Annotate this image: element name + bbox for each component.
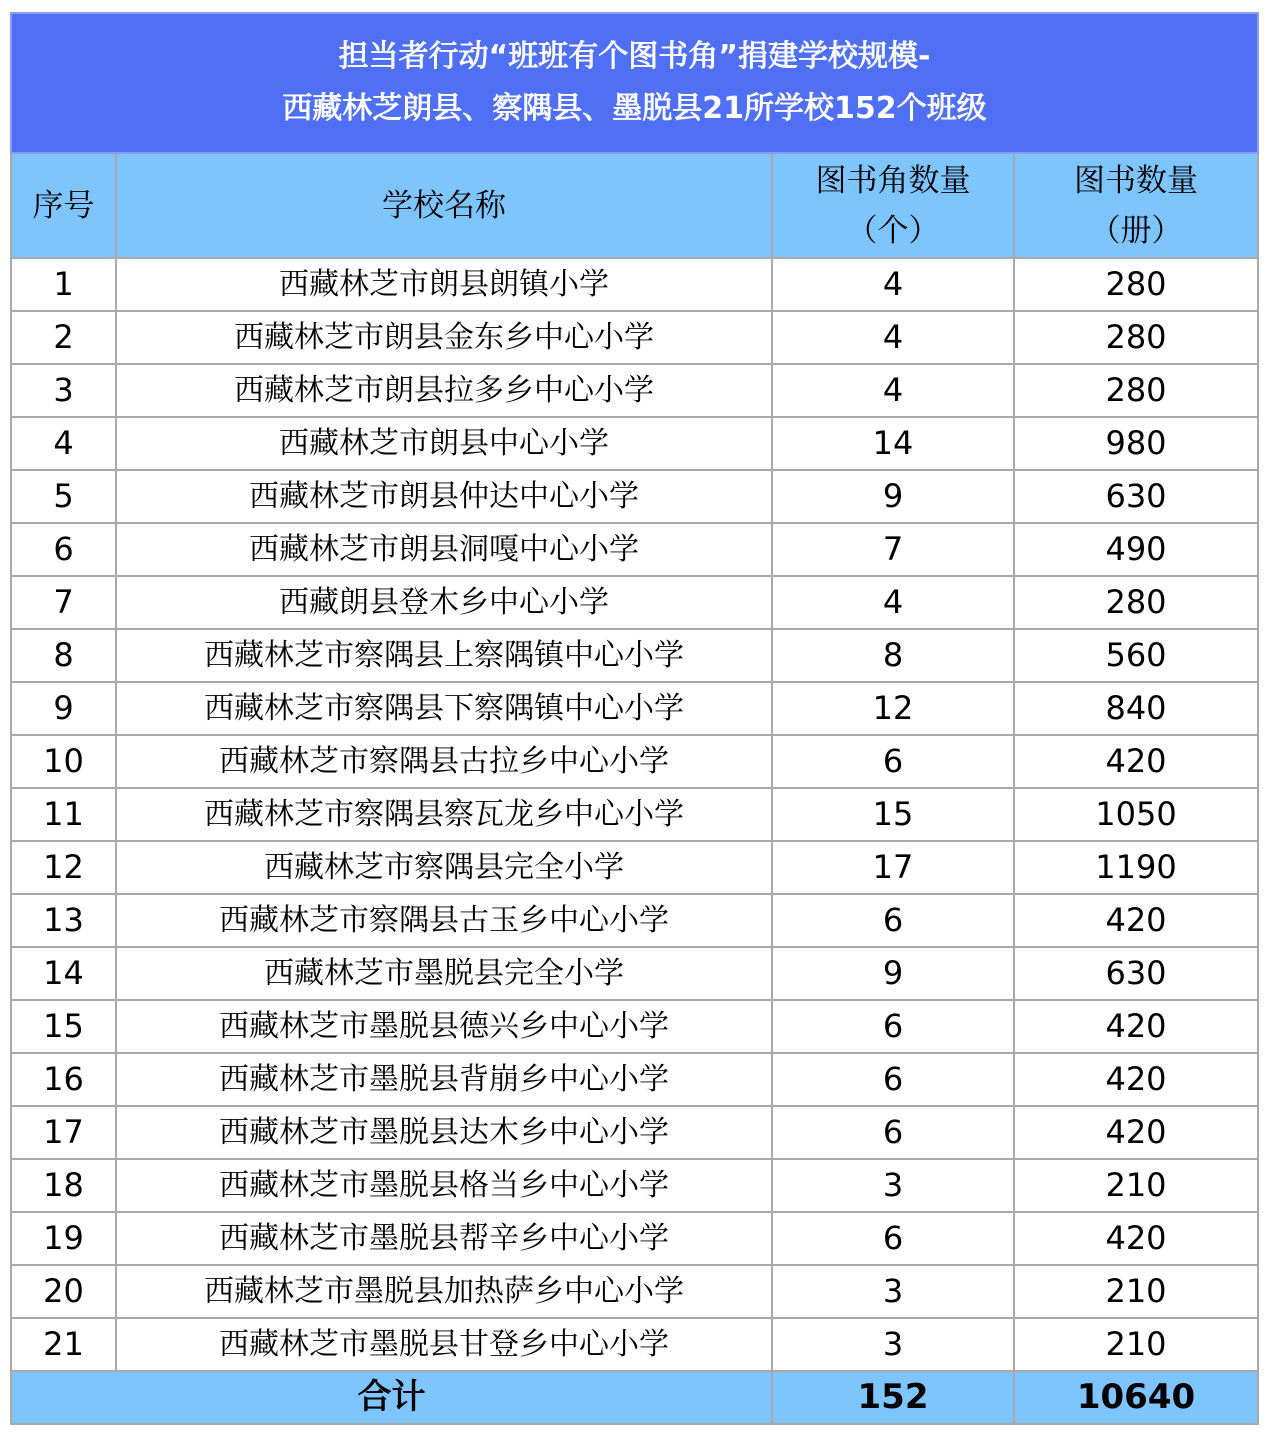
row-school-name: 西藏林芝市朗县拉多乡中心小学 [116, 364, 772, 417]
row-index: 15 [11, 1000, 116, 1053]
row-corners-count: 6 [772, 1106, 1014, 1159]
row-corners-count: 3 [772, 1159, 1014, 1212]
row-books-count: 210 [1014, 1318, 1258, 1371]
row-school-name: 西藏林芝市墨脱县德兴乡中心小学 [116, 1000, 772, 1053]
row-index: 7 [11, 576, 116, 629]
row-index: 12 [11, 841, 116, 894]
row-school-name: 西藏林芝市察隅县察瓦龙乡中心小学 [116, 788, 772, 841]
row-books-count: 490 [1014, 523, 1258, 576]
row-index: 11 [11, 788, 116, 841]
table-row [11, 1000, 1258, 1053]
title-row [11, 13, 1258, 153]
row-corners-count: 4 [772, 311, 1014, 364]
table-row [11, 894, 1258, 947]
row-school-name: 西藏林芝市朗县仲达中心小学 [116, 470, 772, 523]
row-books-count: 1050 [1014, 788, 1258, 841]
row-school-name: 西藏林芝市墨脱县完全小学 [116, 947, 772, 1000]
schools-table-wrapper [10, 12, 1257, 1425]
row-school-name: 西藏林芝市墨脱县加热萨乡中心小学 [116, 1265, 772, 1318]
row-books-count: 420 [1014, 1000, 1258, 1053]
total-corners: 152 [772, 1371, 1014, 1424]
row-books-count: 420 [1014, 1053, 1258, 1106]
row-books-count: 210 [1014, 1159, 1258, 1212]
table-row [11, 629, 1258, 682]
header-row [11, 153, 1258, 258]
row-school-name: 西藏林芝市墨脱县帮辛乡中心小学 [116, 1212, 772, 1265]
title-line-1: 担当者行动“班班有个图书角”捐建学校规模- [338, 39, 931, 74]
header-books-line-1: 图书数量 [1074, 162, 1198, 199]
row-corners-count: 6 [772, 1212, 1014, 1265]
row-index: 4 [11, 417, 116, 470]
table-row [11, 735, 1258, 788]
row-index: 10 [11, 735, 116, 788]
row-school-name: 西藏林芝市察隅县完全小学 [116, 841, 772, 894]
table-row [11, 1318, 1258, 1371]
row-books-count: 420 [1014, 1212, 1258, 1265]
row-index: 13 [11, 894, 116, 947]
row-books-count: 420 [1014, 1106, 1258, 1159]
header-corners-line-1: 图书角数量 [815, 162, 971, 199]
total-row [11, 1371, 1258, 1424]
row-index: 19 [11, 1212, 116, 1265]
row-index: 21 [11, 1318, 116, 1371]
row-books-count: 630 [1014, 470, 1258, 523]
header-corners-line-2: （个） [846, 212, 940, 249]
row-index: 17 [11, 1106, 116, 1159]
row-index: 8 [11, 629, 116, 682]
table-row [11, 682, 1258, 735]
row-school-name: 西藏林芝市察隅县上察隅镇中心小学 [116, 629, 772, 682]
row-index: 6 [11, 523, 116, 576]
row-school-name: 西藏林芝市墨脱县背崩乡中心小学 [116, 1053, 772, 1106]
row-school-name: 西藏林芝市朗县金东乡中心小学 [116, 311, 772, 364]
schools-table [10, 12, 1259, 1425]
row-index: 16 [11, 1053, 116, 1106]
row-school-name: 西藏朗县登木乡中心小学 [116, 576, 772, 629]
row-school-name: 西藏林芝市朗县朗镇小学 [116, 258, 772, 311]
row-corners-count: 6 [772, 1000, 1014, 1053]
row-corners-count: 12 [772, 682, 1014, 735]
row-index: 2 [11, 311, 116, 364]
row-books-count: 280 [1014, 576, 1258, 629]
row-corners-count: 15 [772, 788, 1014, 841]
row-corners-count: 7 [772, 523, 1014, 576]
row-school-name: 西藏林芝市朗县洞嘎中心小学 [116, 523, 772, 576]
row-corners-count: 3 [772, 1318, 1014, 1371]
row-corners-count: 6 [772, 894, 1014, 947]
table-row [11, 947, 1258, 1000]
row-books-count: 420 [1014, 735, 1258, 788]
table-title [11, 13, 1258, 153]
row-corners-count: 6 [772, 735, 1014, 788]
header-books-line-2: （册） [1089, 212, 1183, 249]
row-school-name: 西藏林芝市察隅县下察隅镇中心小学 [116, 682, 772, 735]
row-books-count: 840 [1014, 682, 1258, 735]
row-corners-count: 9 [772, 470, 1014, 523]
row-books-count: 1190 [1014, 841, 1258, 894]
row-books-count: 560 [1014, 629, 1258, 682]
row-books-count: 210 [1014, 1265, 1258, 1318]
row-school-name: 西藏林芝市朗县中心小学 [116, 417, 772, 470]
table-row [11, 1106, 1258, 1159]
row-books-count: 280 [1014, 364, 1258, 417]
row-books-count: 980 [1014, 417, 1258, 470]
row-index: 1 [11, 258, 116, 311]
header-books [1014, 153, 1258, 258]
title-line-2: 西藏林芝朗县、察隅县、墨脱县21所学校152个班级 [282, 91, 987, 126]
row-corners-count: 4 [772, 258, 1014, 311]
table-row [11, 417, 1258, 470]
row-index: 5 [11, 470, 116, 523]
row-corners-count: 8 [772, 629, 1014, 682]
table-row [11, 1265, 1258, 1318]
row-school-name: 西藏林芝市墨脱县格当乡中心小学 [116, 1159, 772, 1212]
row-corners-count: 3 [772, 1265, 1014, 1318]
row-corners-count: 17 [772, 841, 1014, 894]
row-index: 3 [11, 364, 116, 417]
table-row [11, 364, 1258, 417]
header-index: 序号 [11, 153, 116, 258]
table-row [11, 470, 1258, 523]
total-label: 合计 [11, 1371, 772, 1424]
row-index: 14 [11, 947, 116, 1000]
table-row [11, 788, 1258, 841]
row-corners-count: 4 [772, 364, 1014, 417]
table-row [11, 1053, 1258, 1106]
row-books-count: 630 [1014, 947, 1258, 1000]
row-books-count: 280 [1014, 258, 1258, 311]
row-school-name: 西藏林芝市察隅县古拉乡中心小学 [116, 735, 772, 788]
row-school-name: 西藏林芝市墨脱县甘登乡中心小学 [116, 1318, 772, 1371]
row-corners-count: 6 [772, 1053, 1014, 1106]
header-corners [772, 153, 1014, 258]
row-school-name: 西藏林芝市察隅县古玉乡中心小学 [116, 894, 772, 947]
table-row [11, 258, 1258, 311]
row-index: 18 [11, 1159, 116, 1212]
table-row [11, 841, 1258, 894]
row-school-name: 西藏林芝市墨脱县达木乡中心小学 [116, 1106, 772, 1159]
table-row [11, 576, 1258, 629]
table-row [11, 311, 1258, 364]
row-corners-count: 4 [772, 576, 1014, 629]
table-row [11, 523, 1258, 576]
total-books: 10640 [1014, 1371, 1258, 1424]
row-index: 20 [11, 1265, 116, 1318]
row-corners-count: 14 [772, 417, 1014, 470]
header-school: 学校名称 [116, 153, 772, 258]
table-row [11, 1159, 1258, 1212]
table-row [11, 1212, 1258, 1265]
row-index: 9 [11, 682, 116, 735]
row-books-count: 280 [1014, 311, 1258, 364]
row-corners-count: 9 [772, 947, 1014, 1000]
row-books-count: 420 [1014, 894, 1258, 947]
